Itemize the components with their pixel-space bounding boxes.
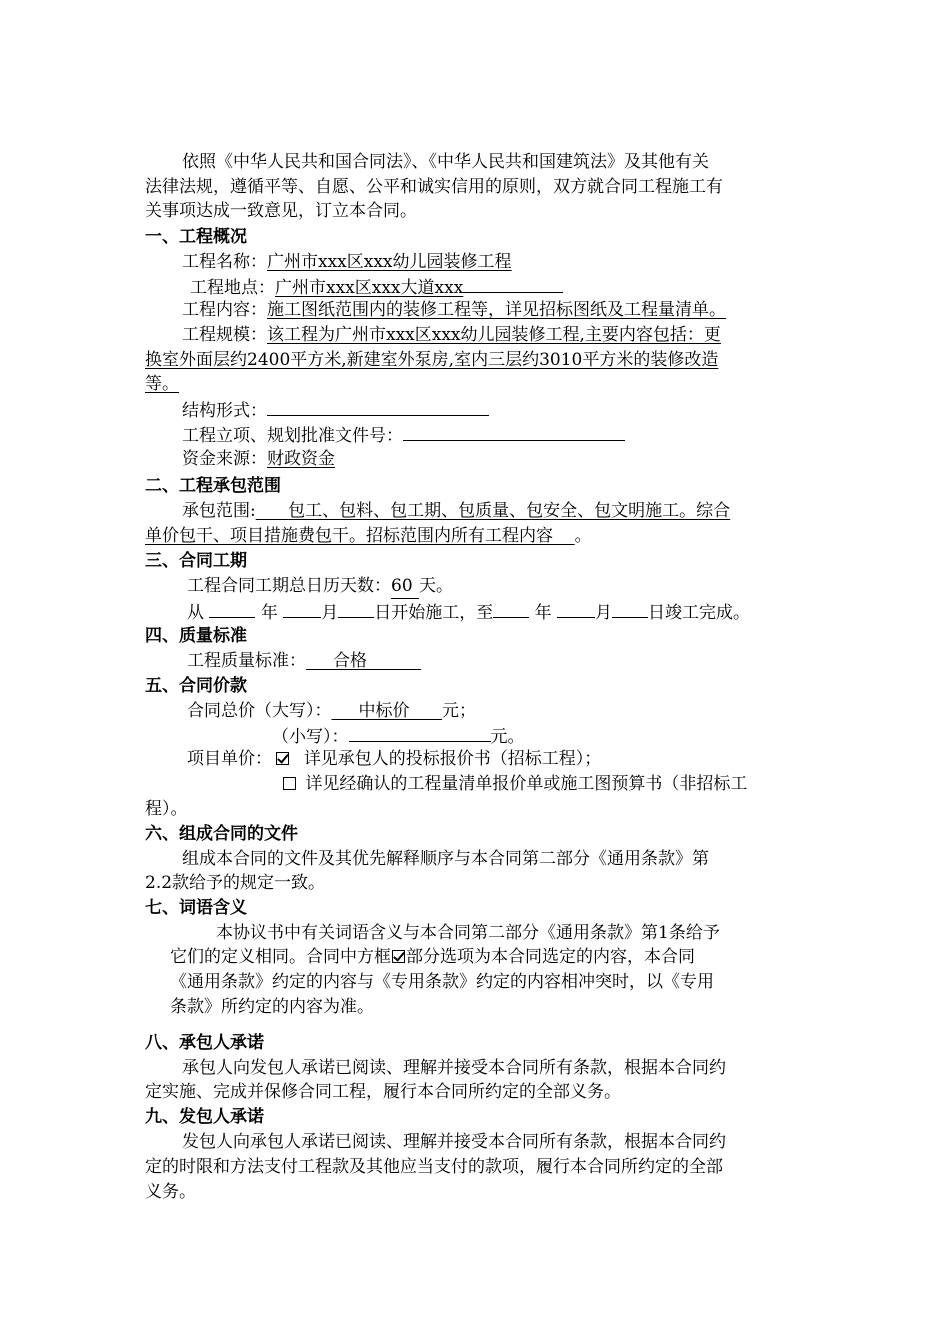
section-1-title: 一、工程概况 (145, 227, 247, 247)
period-month-1: 月 (321, 603, 339, 623)
small-price-blank (349, 723, 491, 742)
period-from: 从 (187, 603, 204, 623)
days-label: 工程合同工期总日历天数： (187, 576, 391, 596)
s7-line-4: 条款》所约定的内容为准。 (170, 997, 374, 1017)
project-scale-row (182, 323, 721, 347)
option-2-row (279, 772, 747, 796)
period-end: 日竣工完成。 (648, 603, 751, 623)
intro-line-2: 法律法规，遵循平等、自愿、公平和诚实信用的原则，双方就合同工程施工有 (145, 177, 723, 197)
project-name-value: 广州市xxx区xxx幼儿园装修工程 (267, 252, 512, 272)
small-price-label: （小写）： (272, 727, 349, 747)
fund-label: 资金来源： (182, 449, 267, 469)
project-scale-value-2: 换室外面层约2400平方米,新建室外泵房,室内三层约3010平方米的装修改造 (145, 350, 719, 370)
structure-label: 结构形式： (182, 401, 267, 421)
scope-value-2-text: 单价包干、项目措施费包干。招标范围内所有工程内容 (145, 526, 553, 546)
scope-end: 。 (574, 526, 592, 546)
small-price-row (272, 723, 525, 749)
project-name-label: 工程名称： (182, 252, 267, 272)
s9-line-3: 义务。 (145, 1182, 196, 1202)
end-day-blank (612, 599, 648, 618)
box-checkbox-icon (392, 950, 405, 963)
s7-line-2 (170, 945, 695, 969)
approval-label: 工程立项、规划批准文件号： (182, 426, 403, 446)
total-price-label: 合同总价（大写）： (187, 701, 332, 721)
start-month-blank (283, 599, 321, 618)
scope-row (182, 499, 730, 523)
scope-label: 承包范围: (182, 501, 256, 521)
structure-row (182, 397, 489, 423)
period-start: 日开始施工，至 (374, 603, 494, 623)
unit-price-row (187, 747, 601, 771)
end-year-blank (493, 599, 529, 618)
section-6-title: 六、组成合同的文件 (145, 824, 298, 844)
period-month-2: 月 (595, 603, 613, 623)
period-row (187, 599, 750, 625)
option-1-checkbox[interactable] (276, 752, 289, 765)
days-row (187, 574, 453, 599)
s8-line-2: 定实施、完成并保修合同工程，履行本合同所约定的全部义务。 (145, 1082, 621, 1102)
total-price-yuan: 元； (441, 701, 476, 721)
quality-label: 工程质量标准： (187, 651, 306, 671)
section-4-title: 四、质量标准 (145, 626, 247, 646)
total-price-value-text: 中标价 (358, 701, 410, 721)
s9-line-2: 定的时限和方法支付工程款及其他应当支付的款项，履行本合同所约定的全部 (145, 1157, 723, 1177)
project-site-label: 工程地点： (190, 278, 275, 298)
option-2-checkbox[interactable] (283, 777, 296, 790)
project-site-row (190, 274, 563, 300)
s6-line-1: 组成本合同的文件及其优先解释顺序与本合同第二部分《通用条款》第 (182, 849, 709, 869)
s7-line-2a: 它们的定义相同。合同中方框 (170, 947, 391, 967)
s8-line-1: 承包人向发包人承诺已阅读、理解并接受本合同所有条款，根据本合同约 (182, 1058, 726, 1078)
scope-value-1 (256, 501, 730, 521)
scope-row-2 (145, 524, 592, 548)
days-value: 60 (391, 574, 419, 599)
section-5-title: 五、合同价款 (145, 676, 247, 696)
start-year-blank (209, 599, 255, 618)
option-2-text: 详见经确认的工程量清单报价单或施工图预算书（非招标工 (305, 774, 748, 794)
start-day-blank (338, 599, 374, 618)
s6-line-2: 2.2款给予的规定一致。 (145, 873, 326, 893)
intro-line-1: 依照《中华人民共和国合同法》、《中华人民共和国建筑法》及其他有关 (182, 152, 709, 172)
scope-value-2 (145, 526, 575, 546)
total-price-row (187, 699, 476, 723)
s7-line-1: 本协议书中有关词语含义与本合同第二部分《通用条款》第1条给予 (216, 923, 720, 943)
scope-value-1-text: 包工、包料、包工期、包质量、包安全、包文明施工。综合 (288, 501, 731, 521)
approval-row (182, 422, 625, 448)
approval-blank (403, 422, 625, 441)
project-site-value: 广州市xxx区xxx大道xxx (275, 278, 464, 298)
section-2-title: 二、工程承包范围 (145, 476, 281, 496)
project-site-blank (463, 274, 563, 293)
days-unit: 天。 (419, 576, 453, 596)
section-9-title: 九、发包人承诺 (145, 1107, 264, 1127)
fund-row (182, 447, 497, 471)
unit-price-label: 项目单价： (187, 749, 272, 769)
s9-line-1: 发包人向承包人承诺已阅读、理解并接受本合同所有条款，根据本合同约 (182, 1132, 726, 1152)
option-2-cont: 程）。 (145, 799, 188, 819)
project-content-row (182, 298, 726, 322)
structure-blank (267, 397, 489, 416)
small-price-yuan: 元。 (490, 727, 525, 747)
option-1-text: 详见承包人的投标报价书（招标工程）； (303, 749, 602, 769)
s7-line-3: 《通用条款》约定的内容与《专用条款》约定的内容相冲突时，以《专用 (170, 972, 714, 992)
project-scale-value-3: 等。 (145, 374, 179, 394)
project-name-row (182, 250, 512, 274)
fund-value: 财政资金 (267, 449, 335, 469)
section-8-title: 八、承包人承诺 (145, 1033, 264, 1053)
section-7-title: 七、词语含义 (145, 898, 247, 918)
quality-value (306, 651, 421, 671)
intro-line-3: 关事项达成一致意见，订立本合同。 (145, 201, 417, 221)
quality-row (187, 649, 421, 673)
project-content-label: 工程内容： (182, 300, 267, 320)
project-scale-label: 工程规模： (182, 325, 267, 345)
period-year-1: 年 (260, 603, 278, 623)
project-scale-value-1: 该工程为广州市xxx区xxx幼儿园装修工程,主要内容包括：更 (267, 325, 721, 345)
section-3-title: 三、合同工期 (145, 551, 247, 571)
s7-line-2b: 部分选项为本合同选定的内容，本合同 (406, 947, 695, 967)
end-month-blank (557, 599, 595, 618)
quality-value-text: 合格 (333, 651, 368, 671)
total-price-value (332, 701, 442, 721)
project-content-value: 施工图纸范围内的装修工程等，详见招标图纸及工程量清单。 (267, 300, 726, 320)
period-year-2: 年 (534, 603, 552, 623)
